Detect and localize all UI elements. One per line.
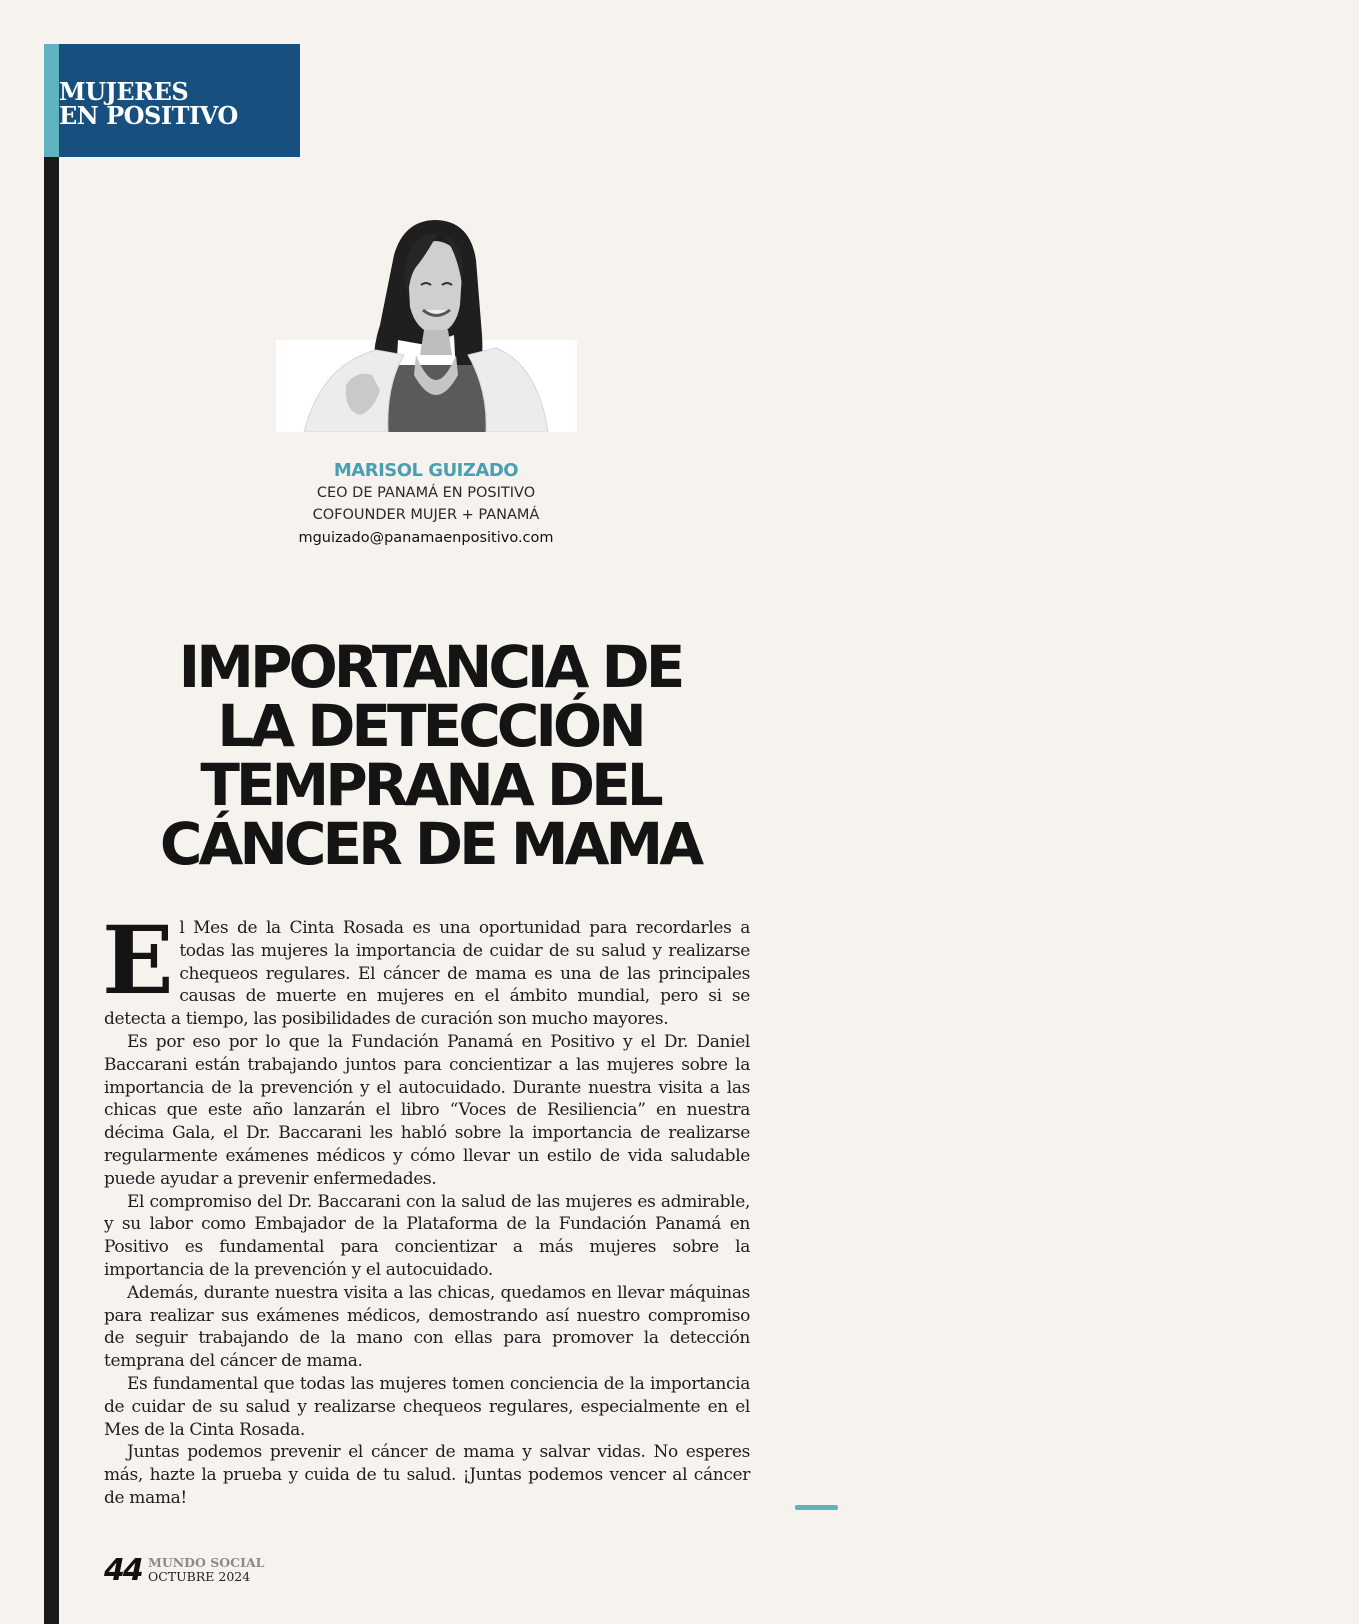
paragraph-6: Juntas podemos prevenir el cáncer de mama y salvar vidas. No esperes más, hazte la prueba y cuida de tu salud. ¡Juntas podemos vencer al cáncer de mama! [104,1442,750,1508]
article-body [102,906,750,1510]
author-role-2: COFOUNDER MUJER + PANAMÁ [312,507,540,523]
author-name: MARISOL GUIZADO [333,460,519,481]
paragraph-1-text: l Mes de la Cinta Rosada es una oportunidad para recordarles a todas las mujeres la importancia de cuidar de su salud y realizarse chequeos regulares. El cáncer de mama es una de las principales causas de muerte en mujeres en el ámbito mundial, pero si se detecta a tiempo, las posibilidades de curación son mucho mayores. [104,918,750,1030]
drop-cap: E [102,906,174,1016]
headline-line2: LA DETECCIÓN [217,692,643,760]
headline-line1: IMPORTANCIA DE [178,633,682,701]
author-portrait [276,215,577,432]
author-role-1: CEO DE PANAMÁ EN POSITIVO [316,485,536,501]
section-label-line1: MUJERES [59,77,189,106]
author-email[interactable]: mguizado@panamaenpositivo.com [298,530,554,546]
author-byline [226,460,626,551]
section-header [44,44,300,157]
page-spine-bar [44,155,59,1624]
paragraph-3: El compromiso del Dr. Baccarani con la salud de las mujeres es admirable, y su labor como Embajador de la Plataforma de la Fundación Panamá en Positivo es fundamental para concientizar a más mujeres sobre la importancia de la prevención y el autocuidado. [104,1191,750,1280]
paragraph-1 [102,906,750,1031]
section-label-line2: EN POSITIVO [59,101,238,130]
section-accent-bar [44,44,59,157]
article-headline [110,633,750,878]
paragraph-5: Es fundamental que todas las mujeres tomen conciencia de la importancia de cuidar de su salud y realizarse chequeos regulares, especialmente en el Mes de la Cinta Rosada. [104,1373,750,1440]
headline-line3: TEMPRANA DEL [200,751,660,819]
paragraph-2: Es por eso por lo que la Fundación Panamá en Positivo y el Dr. Daniel Baccarani están trabajando juntos para concientizar a las mujeres sobre la importancia de la prevención y el autocuidado. Durante nuestra visita a las chicas que este año lanzarán el libro “Voces de Resiliencia” en nuestra décima Gala, el Dr. Baccarani les habló sobre la importancia de realizarse regularmente exámenes médicos y cómo llevar un estilo de vida saludable puede ayudar a prevenir enfermedades. [104,1031,750,1189]
paragraph-4: Además, durante nuestra visita a las chicas, quedamos en llevar máquinas para realizar sus exámenes médicos, demostrando así nuestro compromiso de seguir trabajando de la mano con ellas para promover la detección temprana del cáncer de mama. [104,1282,750,1372]
magazine-name: MUNDO SOCIAL [148,1555,265,1570]
headline-line4: CÁNCER DE MAMA [159,810,701,878]
article-end-mark [795,1505,838,1510]
section-label [59,77,294,130]
page-number: 44 [104,1553,142,1588]
issue-date: OCTUBRE 2024 [148,1569,251,1584]
